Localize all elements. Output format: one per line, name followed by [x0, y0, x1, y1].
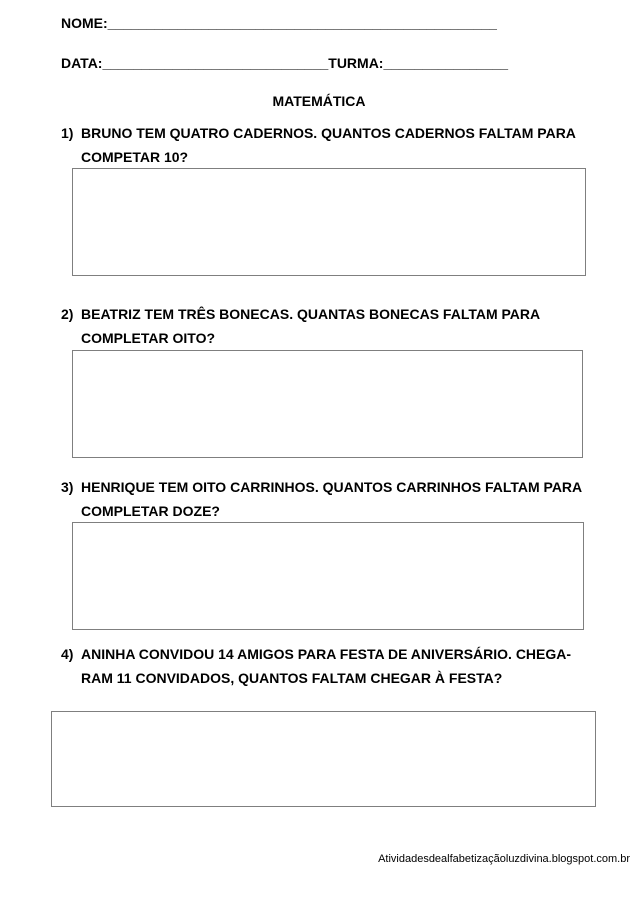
- answer-box-1[interactable]: [72, 168, 586, 276]
- question-number: 4): [61, 646, 74, 662]
- question-3: [61, 475, 601, 523]
- question-text: BEATRIZ TEM TRÊS BONECAS. QUANTAS BONECAS FALTAM PARA COMPLETAR OITO?: [81, 306, 540, 346]
- footer-source: Atividadesdealfabetizaçãoluzdivina.blogspot.com.br: [378, 853, 630, 865]
- answer-box-2[interactable]: [72, 350, 583, 458]
- answer-box-3[interactable]: [72, 522, 584, 630]
- question-4: [61, 642, 601, 690]
- subject-title: MATEMÁTICA: [272, 93, 366, 109]
- question-number: 1): [61, 125, 74, 141]
- question-text: ANINHA CONVIDOU 14 AMIGOS PARA FESTA DE ANIVERSÁRIO. CHEGA-RAM 11 CONVIDADOS, QUANTOS FALTAM CHEGAR À FESTA?: [81, 646, 572, 686]
- question-text: BRUNO TEM QUATRO CADERNOS. QUANTOS CADERNOS FALTAM PARA COMPETAR 10?: [81, 125, 576, 165]
- question-text: HENRIQUE TEM OITO CARRINHOS. QUANTOS CARRINHOS FALTAM PARA COMPLETAR DOZE?: [81, 479, 582, 519]
- question-2: [61, 302, 601, 350]
- question-1: [61, 121, 601, 169]
- answer-box-4[interactable]: [51, 711, 596, 807]
- question-number: 3): [61, 479, 74, 495]
- question-number: 2): [61, 306, 74, 322]
- name-field[interactable]: NOME:__________________________________________________: [61, 15, 497, 31]
- date-class-field[interactable]: DATA:_____________________________TURMA:________________: [61, 55, 509, 71]
